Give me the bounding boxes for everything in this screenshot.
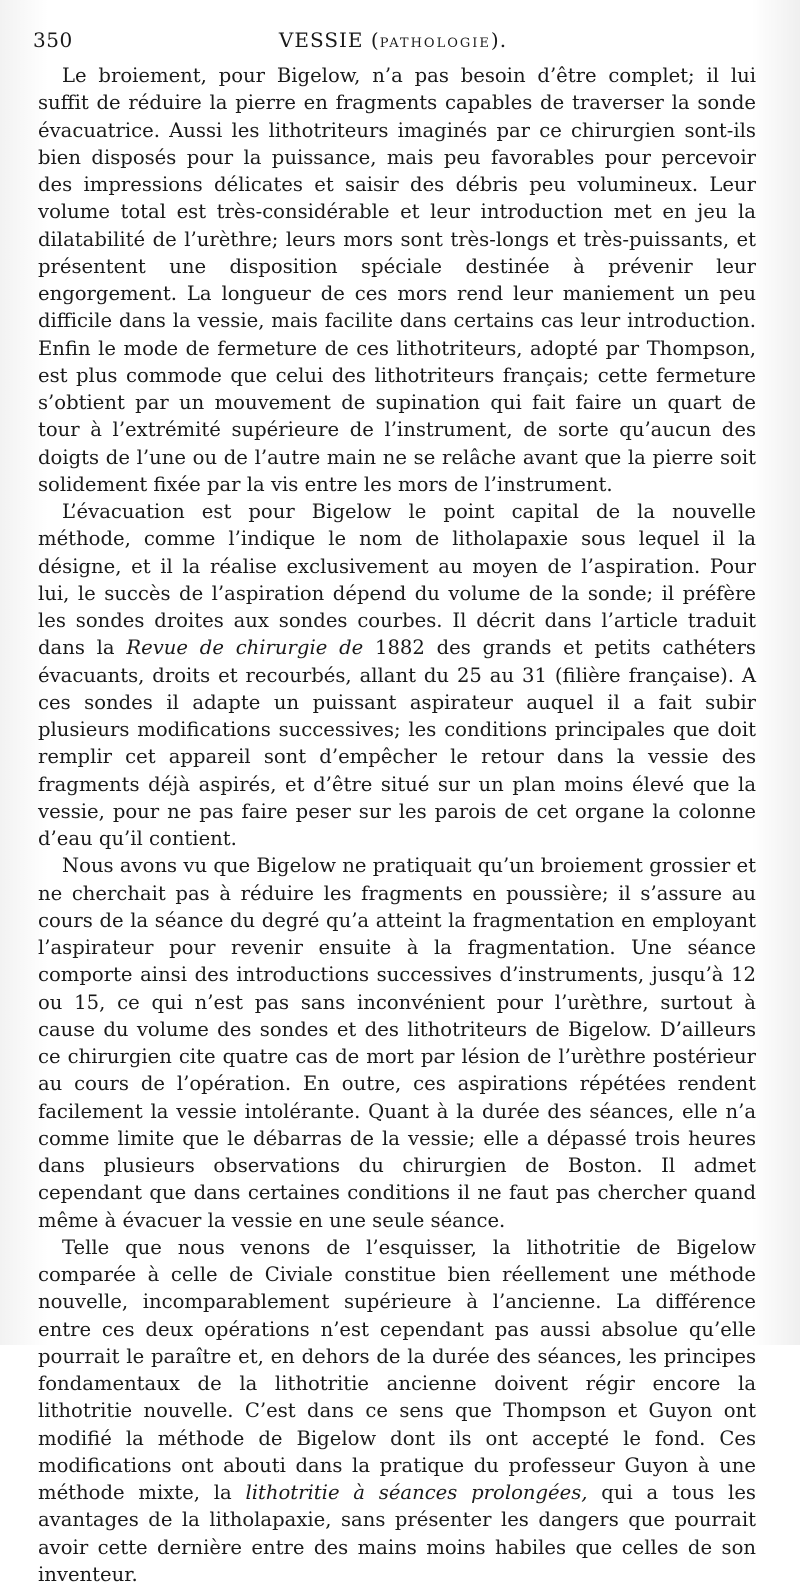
method-name: lithotritie à séances prolongées, <box>245 1481 588 1504</box>
journal-title: Revue de chirurgie de <box>126 636 364 660</box>
running-title-sub: PATHOLOGIE <box>379 36 491 51</box>
page-number: 350 <box>33 28 73 52</box>
body-text <box>38 62 756 1588</box>
paragraph-comparaison-text-2: qui a tous les avantages de la litholapaxie, sans présenter les dangers que pourrait avoir cette dernière entre des mains moins habiles que celles de son inventeur. <box>38 1481 756 1586</box>
paragraph-comparaison-text-1: Telle que nous venons de l’esquisser, la lithotritie de Bigelow comparée à celle de Civiale constitue bien réellement une méthode nouvelle, incomparablement supérieure à l’ancienne. La différence entre ces deux opérations n’est cependant pas aussi absolue qu’elle pourrait le paraître et, en dehors de la durée des séances, les principes fondamentaux de la lithotritie ancienne doivent régir encore la lithotritie nouvelle. C’est dans ce sens que Thompson et Guyon ont modifié la méthode de Bigelow dont ils ont accepté le fond. Ces modifications ont abouti dans la pratique du professeur Guyon à une méthode mixte, la <box>38 1235 756 1504</box>
page-header <box>33 28 753 62</box>
paragraph-evacuation <box>38 498 756 852</box>
paragraph-seances: Nous avons vu que Bigelow ne pratiquait qu’un broiement grossier et ne cherchait pas à réduire les fragments en poussière; il s’assure au cours de la séance du degré qu’a atteint la fragmentation en employant l’aspirateur pour revenir ensuite à la fragmentation. Une séance comporte ainsi des introductions successives d’instruments, jusqu’à 12 ou 15, ce qui n’est pas sans inconvénient pour l’urèthre, surtout à cause du volume des sondes et des lithotriteurs de Bigelow. D’ailleurs ce chirurgien cite quatre cas de mort par lésion de l’urèthre postérieur au cours de l’opération. En outre, ces aspirations répétées rendent facilement la vessie intolérante. Quant à la durée des séances, elle n’a comme limite que le débarras de la vessie; elle a dépassé trois heures dans plusieurs observations du chirurgien de Boston. Il admet cependant que dans certaines conditions il ne faut pas chercher quand même à évacuer la vessie en une seule séance. <box>38 854 756 1232</box>
running-title <box>33 28 753 52</box>
paragraph-comparaison <box>38 1234 756 1588</box>
paragraph-broiement: Le broiement, pour Bigelow, n’a pas besoin d’être complet; il lui suffit de réduire la pierre en fragments capables de traverser la sonde évacuatrice. Aussi les lithotriteurs imaginés par ce chirurgien sont-ils bien disposés pour la puissance, mais peu favorables pour percevoir des impressions délicates et saisir des débris peu volumineux. Leur volume total est très-considérable et leur introduction met en jeu la dilatabilité de l’urèthre; leurs mors sont très-longs et très-puissants, et présentent une disposition spéciale destinée à prévenir leur engorgement. La longueur de ces mors rend leur maniement un peu difficile dans la vessie, mais facilite dans certains cas leur introduction. Enfin le mode de fermeture de ces lithotriteurs, adopté par Thompson, est plus commode que celui des lithotriteurs français; cette fermeture s’obtient par un mouvement de supination qui fait faire un quart de tour à l’extrémité supérieure de l’instrument, de sorte qu’aucun des doigts de l’une ou de l’autre main ne se relâche avant que la pierre soit solidement fixée par la vis entre les mors de l’instrument. <box>38 64 756 496</box>
paragraph-evacuation-text-2: 1882 des grands et petits cathéters évacuants, droits et recourbés, allant du 25 au 31 (filière française). A ces sondes il adapte un puissant aspirateur auquel il a fait subir plusieurs modifications successives; les conditions principales que doit remplir cet appareil sont d’empêcher le retour dans la vessie des fragments déjà aspirés, et d’être situé sur un plan moins élevé que la vessie, pour ne pas faire peser sur les parois de cet organe la colonne d’eau qu’il contient. <box>38 636 756 850</box>
running-title-main: VESSIE ( <box>278 28 380 52</box>
paragraph-evacuation-text-1: L’évacuation est pour Bigelow le point capital de la nouvelle méthode, comme l’indique le nom de litholapaxie sous lequel il la désigne, et il la réalise exclusivement au moyen de l’aspiration. Pour lui, le succès de l’aspiration dépend du volume de la sonde; il préfère les sondes droites aux sondes courbes. Il décrit dans l’article traduit dans la <box>38 500 756 660</box>
running-title-end: ). <box>490 28 508 52</box>
